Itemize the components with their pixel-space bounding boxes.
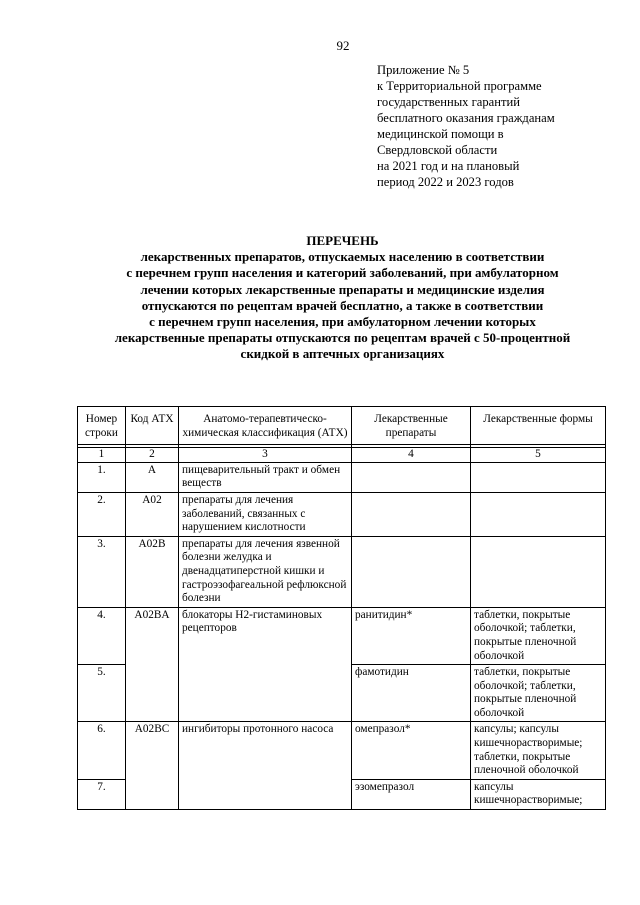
appendix-line: Приложение № 5 (377, 63, 470, 77)
drug-cell: фамотидин (352, 665, 471, 722)
row-number: 4. (78, 607, 126, 664)
form-cell: таблетки, покрытые оболочкой; таблетки, покрытые пленочной оболочкой (471, 607, 606, 664)
title-heading: ПЕРЕЧЕНЬ (306, 233, 379, 248)
header-classification: Анатомо-терапевтическо-химическая классификация (АТХ) (179, 407, 352, 445)
row-number: 2. (78, 492, 126, 536)
atc-code: A02BC (126, 722, 179, 810)
atc-code: A (126, 462, 179, 492)
drug-list-table (77, 406, 606, 810)
page-number: 92 (336, 38, 350, 53)
header-forms: Лекарственные формы (471, 407, 606, 445)
appendix-block (377, 62, 637, 190)
classification-cell: препараты для лечения язвенной болезни желудка и двенадцатиперстной кишки и гастроэзофагеальной рефлюксной болезни (179, 536, 352, 607)
appendix-line: государственных гарантий (377, 95, 520, 109)
row-number: 3. (78, 536, 126, 607)
table-row (78, 462, 606, 492)
document-title (70, 233, 615, 363)
column-number: 5 (471, 448, 606, 463)
drug-cell: эзомепразол (352, 779, 471, 809)
appendix-line: период 2022 и 2023 годов (377, 175, 514, 189)
header-atc-code: Код АТХ (126, 407, 179, 445)
column-number-row (78, 448, 606, 463)
title-line: отпускаются по рецептам врачей бесплатно, а также в соответствии (141, 297, 544, 313)
appendix-line: Свердловской области (377, 143, 498, 157)
drug-cell (352, 462, 471, 492)
title-line: скидкой в аптечных организациях (240, 346, 445, 362)
classification-cell: пищеварительный тракт и обмен веществ (179, 462, 352, 492)
drug-cell: ранитидин* (352, 607, 471, 664)
column-number: 1 (78, 448, 126, 463)
appendix-line: бесплатного оказания гражданам (377, 111, 555, 125)
form-cell (471, 536, 606, 607)
title-line: лечении которых лекарственные препараты и медицинские изделия (140, 281, 545, 297)
classification-cell: препараты для лечения заболеваний, связанных с нарушением кислотности (179, 492, 352, 536)
atc-code: A02B (126, 536, 179, 607)
form-cell: капсулы кишечнорастворимые; (471, 779, 606, 809)
form-cell: капсулы; капсулы кишечнорастворимые; таблетки, покрытые пленочной оболочкой (471, 722, 606, 779)
classification-cell: блокаторы H2-гистаминовых рецепторов (179, 607, 352, 722)
title-line: с перечнем групп населения и категорий заболеваний, при амбулаторном (126, 265, 559, 281)
form-cell (471, 492, 606, 536)
drug-cell (352, 536, 471, 607)
table-row (78, 722, 606, 779)
drug-cell (352, 492, 471, 536)
drug-cell: омепразол* (352, 722, 471, 779)
appendix-line: медицинской помощи в (377, 127, 504, 141)
row-number: 5. (78, 665, 126, 722)
table-row (78, 536, 606, 607)
column-number: 4 (352, 448, 471, 463)
atc-code: A02 (126, 492, 179, 536)
appendix-line: к Территориальной программе (377, 79, 542, 93)
row-number: 7. (78, 779, 126, 809)
appendix-line: на 2021 год и на плановый (377, 159, 520, 173)
title-line: с перечнем групп населения, при амбулаторном лечении которых (149, 314, 536, 330)
atc-code: A02BA (126, 607, 179, 722)
title-line: лекарственных препаратов, отпускаемых населению в соответствии (140, 249, 545, 265)
header-drugs: Лекарственные препараты (352, 407, 471, 445)
title-line: лекарственные препараты отпускаются по рецептам врачей с 50-процентной (114, 330, 571, 346)
classification-cell: ингибиторы протонного насоса (179, 722, 352, 810)
form-cell (471, 462, 606, 492)
row-number: 6. (78, 722, 126, 779)
column-number: 2 (126, 448, 179, 463)
table-header-row (78, 407, 606, 445)
row-number: 1. (78, 462, 126, 492)
table-row (78, 492, 606, 536)
column-number: 3 (179, 448, 352, 463)
table-row (78, 607, 606, 664)
header-row-number: Номер строки (78, 407, 126, 445)
form-cell: таблетки, покрытые оболочкой; таблетки, покрытые пленочной оболочкой (471, 665, 606, 722)
